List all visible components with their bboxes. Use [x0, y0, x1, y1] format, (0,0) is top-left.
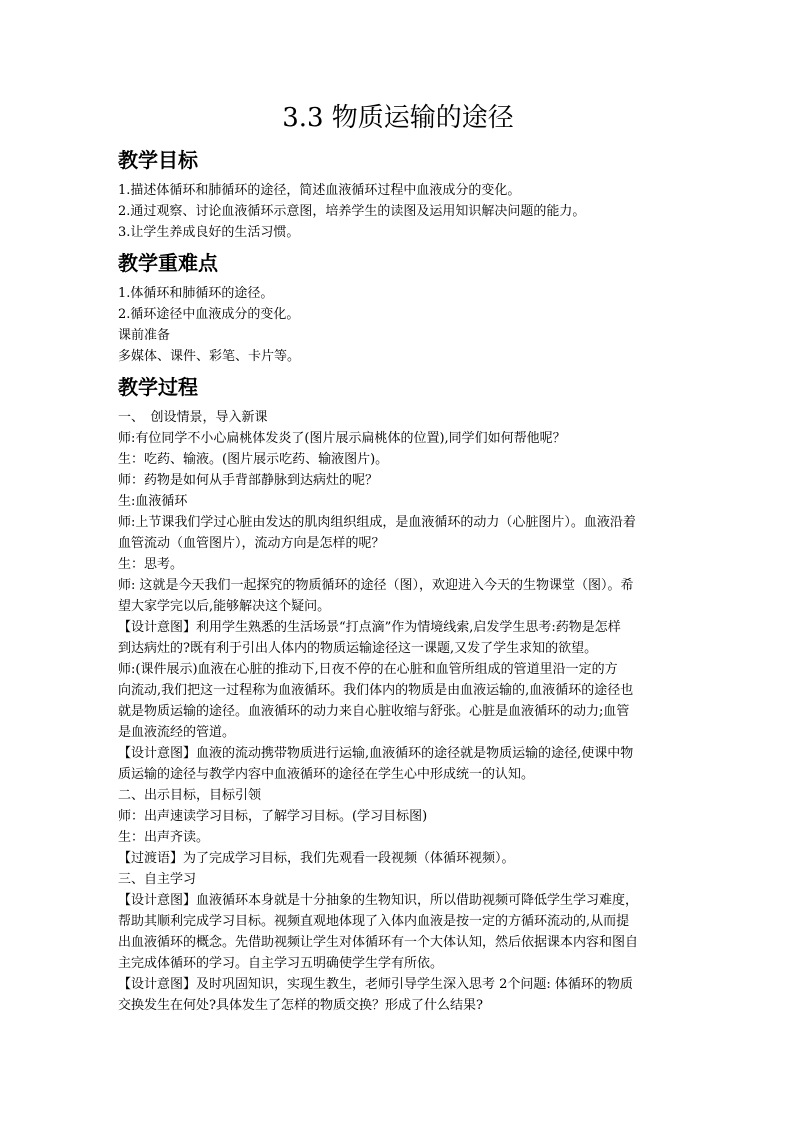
heading-process: 教学过程	[118, 375, 198, 399]
process-line: 主完成体循环的学习。自主学习五明确使学生学有所依。	[118, 956, 444, 971]
document-page	[118, 100, 678, 1016]
process-line: 质运输的途径与教学内容中血液循环的途径在学生心中形成统一的认知。	[118, 767, 535, 782]
heading-goals: 教学目标	[118, 148, 198, 172]
key-point-1: 1.体循环和肺循环的途径。	[118, 286, 274, 301]
process-line: 到达病灶的?既有利于引出人体内的物质运输途径这一课题,又发了学生求知的欲望。	[118, 641, 598, 656]
process-line: 师:上节课我们学过心脏由发达的肌肉组织组成，是血液循环的动力（心脏图片）。血液沿着	[118, 515, 636, 530]
goal-item-2: 2.通过观察、讨论血液循环示意图，培养学生的读图及运用知识解决问题的能力。	[118, 204, 586, 219]
process-line: 师：药物是如何从手背部静脉到达病灶的呢？	[118, 473, 379, 488]
goal-item-3: 3.让学生养成良好的生活习惯。	[118, 225, 300, 240]
process-line: 师: 这就是今天我们一起探究的物质循环的途径（图），欢迎进入今天的生物课堂（图）。希	[118, 578, 634, 593]
process-line: 【设计意图】利用学生熟悉的生活场景“打点滴”作为情境线索,启发学生思考:药物是怎样	[118, 620, 621, 635]
key-point-2: 2.循环途径中血液成分的变化。	[118, 307, 300, 322]
process-line: 师:(课件展示)血液在心脏的推动下,日夜不停的在心脏和血管所组成的管道里沿一定的方	[118, 662, 618, 677]
heading-key-points: 教学重难点	[118, 251, 218, 275]
process-line: 【过渡语】为了完成学习目标，我们先观看一段视频（体循环视频）。	[118, 851, 515, 866]
goal-item-1: 1.描述体循环和肺循环的途径，简述血液循环过程中血液成分的变化。	[118, 183, 521, 198]
process-line: 是血液流经的管道。	[118, 725, 236, 740]
process-line: 血管流动（血管图片），流动方向是怎样的呢？	[118, 536, 385, 551]
process-line: 向流动,我们把这一过程称为血液循环。我们体内的物质是由血液运输的,血液循环的途径也	[118, 683, 634, 698]
process-line: 生：思考。	[118, 557, 184, 572]
process-line: 就是物质运输的途径。血液循环的动力来自心脏收缩与舒张。心脏是血液循环的动力;血管	[118, 704, 630, 719]
process-line: 【设计意图】血液循环本身就是十分抽象的生物知识，所以借助视频可降低学生学习难度，	[118, 893, 639, 908]
process-line: 出血液循环的概念。先借助视频让学生对体循环有一个大体认知，然后依据课本内容和图自	[118, 935, 639, 950]
prep-materials: 多媒体、课件、彩笔、卡片等。	[118, 349, 301, 364]
process-line: 【设计意图】血液的流动携带物质进行运输,血液循环的途径就是物质运输的途径,使课中物	[118, 746, 634, 761]
process-line: 生：吃药、输液。(图片展示吃药、输液图片)。	[118, 452, 389, 467]
process-line: 生：出声齐读。	[118, 830, 210, 845]
prep-label: 课前准备	[118, 328, 171, 343]
process-line: 【设计意图】及时巩固知识，实现生教生，老师引导学生深入思考 2个问题: 体循环的物质	[118, 977, 633, 992]
process-line: 生:血液循环	[118, 494, 188, 509]
process-line: 师:有位同学不小心扁桃体发炎了(图片展示扁桃体的位置),同学们如何帮他呢？	[118, 431, 566, 446]
page-title: 3.3 物质运输的途径	[282, 103, 514, 133]
process-body	[118, 407, 678, 1016]
process-line: 帮助其顺利完成学习目标。视频直观地体现了入体内血液是按一定的方循环流动的,从而提	[118, 914, 630, 929]
process-line: 交换发生在何处?具体发生了怎样的物质交换？形成了什么结果?	[118, 998, 483, 1013]
process-line: 一、 创设情景，导入新课	[118, 410, 268, 425]
process-line: 望大家学完以后,能够解决这个疑问。	[118, 599, 331, 614]
process-line: 二、出示目标，目标引领	[118, 788, 262, 803]
process-line: 三、自主学习	[118, 872, 197, 887]
process-line: 师：出声速读学习目标，了解学习目标。(学习目标图)	[118, 809, 428, 824]
